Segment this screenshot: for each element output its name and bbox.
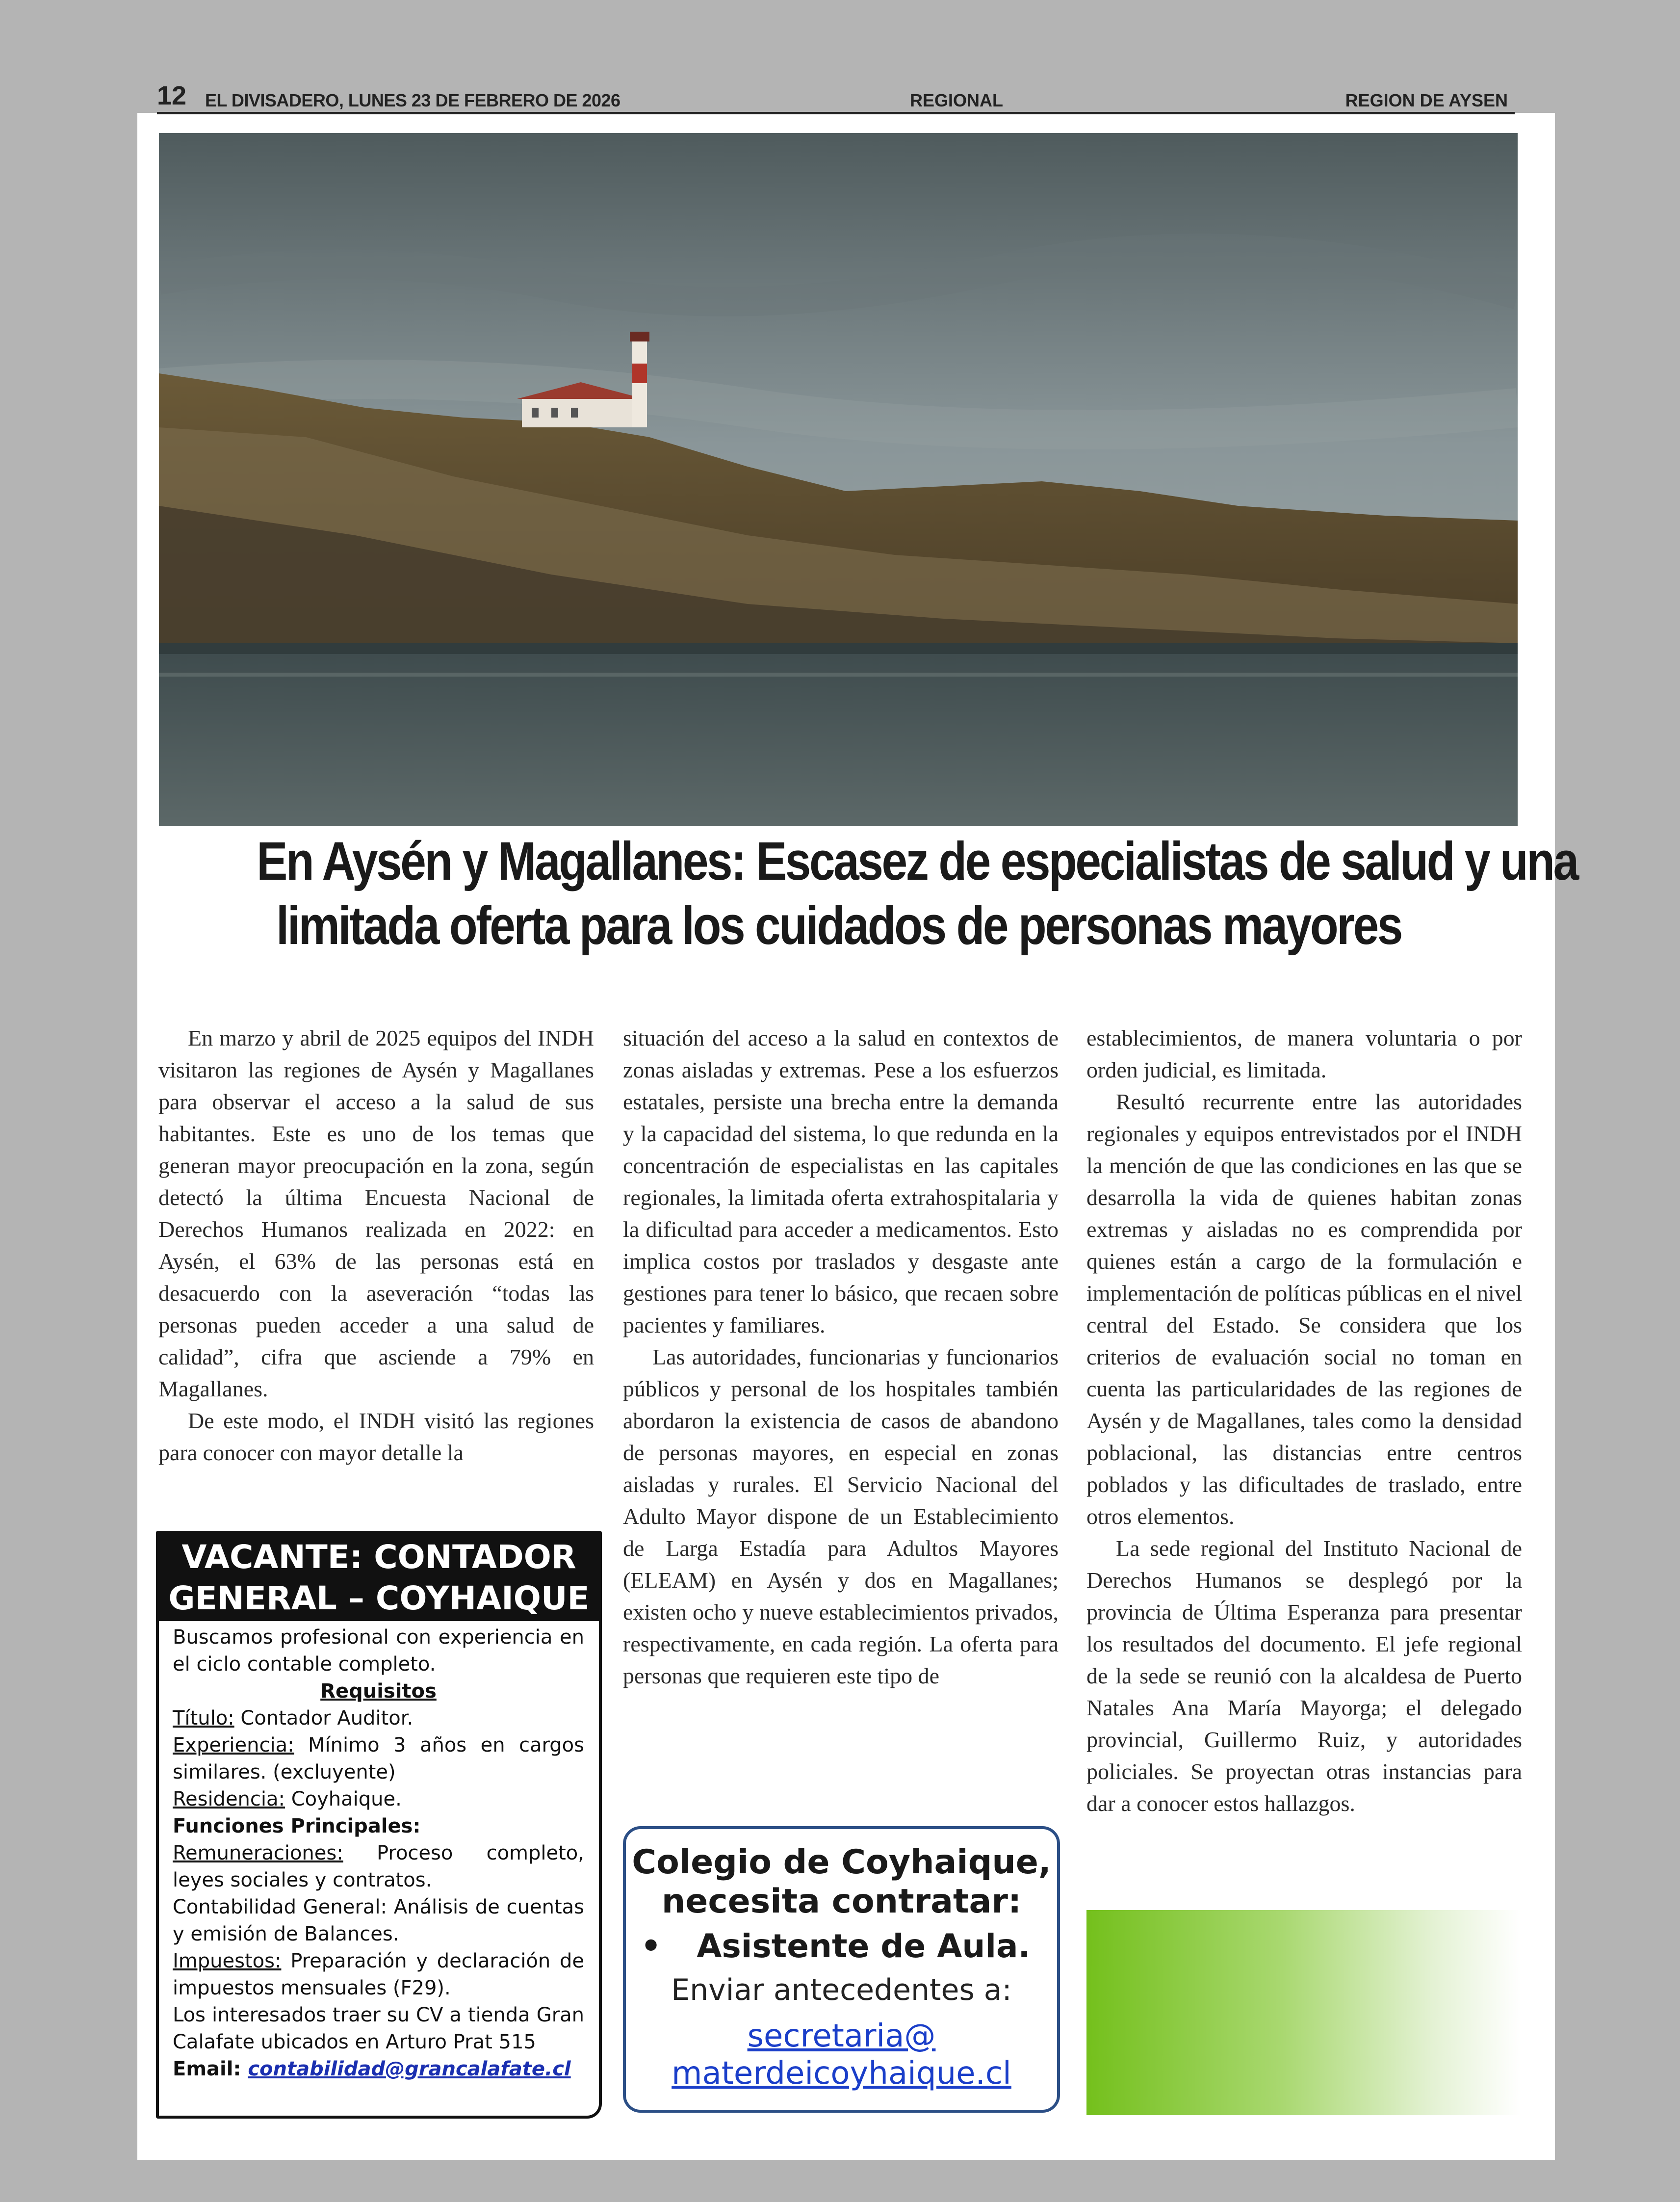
position-label: Asistente de Aula. (697, 1927, 1031, 1965)
school-email-line-2[interactable]: materdeicoyhaique.cl (672, 2055, 1011, 2092)
bullet-icon: • (641, 1927, 662, 1965)
page-header (157, 81, 1515, 114)
function-remuneraciones (173, 1840, 584, 1894)
lighthouse-photo-image (159, 133, 1518, 826)
residence-value: Coyhaique. (285, 1788, 402, 1810)
remuneraciones-value: Proceso completo, leyes sociales y contratos. (173, 1842, 584, 1891)
vacancy-intro: Buscamos profesional con experiencia en el ciclo contable completo. (173, 1626, 584, 1676)
job-vacancy-ad (156, 1531, 602, 2119)
school-ad-position (626, 1924, 1057, 1968)
experience-label: Experiencia: (173, 1734, 294, 1756)
school-ad-title-line-2: necesita contratar: (661, 1882, 1022, 1921)
article-paragraph: establecimientos, de manera voluntaria o por orden judicial, es limitada. (1086, 1025, 1522, 1082)
page-number: 12 (157, 81, 187, 110)
article-paragraph: La sede regional del Instituto Nacional de Derechos Humanos se desplegó por la provincia de Última Esperanza para presentar los resultados del documento. El jefe regional de la sede se reunió con la alcaldesa de Puerto Natales Ana María Mayorga; el delegado provincial, Guillermo Ruiz, y autoridades policiales. Se proyectan otras instancias para dar a conocer estos hallazgos. (1086, 1536, 1522, 1816)
article-column-2 (623, 1022, 1059, 1692)
article-column-3 (1086, 1022, 1522, 1819)
article-paragraph: Resultó recurrente entre las autoridades regionales y equipos entrevistados por el INDH la mención de que las condiciones en las que se desarrolla la vida de quienes habitan zonas extremas y aisladas no es comprendida por quienes están a cargo de la formulación e implementación de políticas públicas en el nivel central del Estado. Se considera que los criterios de evaluación social no toman en cuenta las particularidades de las regiones de Aysén y de Magallanes, tales como la densidad poblacional, las distancias entre centros poblados y las dificultades de traslado, entre otros elementos. (1086, 1089, 1522, 1529)
vacancy-title-line-2: GENERAL – COYHAIQUE (168, 1579, 590, 1617)
section-label: REGIONAL (910, 90, 1004, 110)
vacancy-body (159, 1621, 599, 2083)
function-impuestos (173, 1948, 584, 2002)
lighthouse-photo (159, 133, 1518, 826)
article-paragraph: De este modo, el INDH visitó las regiones para conocer con mayor detalle la (158, 1408, 594, 1465)
residence-label: Residencia: (173, 1788, 285, 1810)
remuneraciones-label: Remuneraciones: (173, 1842, 343, 1864)
article-paragraph: Las autoridades, funcionarias y funcionarios públicos y personal de los hospitales también abordaron la existencia de casos de abandono de personas mayores, en especial en zonas aisladas y rurales. El Servicio Nacional del Adulto Mayor dispone de un Establecimiento de Larga Estadía para Adultos Mayores (ELEAM) en Aysén y dos en Magallanes; existen ocho y nueve establecimientos privados, respectivamente, en cada región. La oferta para personas que requieren este tipo de (623, 1344, 1059, 1688)
vacancy-email-link[interactable]: contabilidad@grancalafate.cl (248, 2058, 571, 2080)
vacancy-title-line-1: VACANTE: CONTADOR (181, 1538, 576, 1576)
school-email-link[interactable] (626, 2018, 1057, 2092)
school-ad-title-line-1: Colegio de Coyhaique, (632, 1843, 1051, 1882)
title-label: Título: (173, 1707, 234, 1730)
paper-dateline: EL DIVISADERO, LUNES 23 DE FEBRERO DE 2026 (205, 90, 620, 110)
region-label: REGION DE AYSEN (1345, 90, 1508, 110)
headline-line-2: limitada oferta para los cuidados de personas mayores (276, 895, 1401, 956)
vacancy-email-line (173, 2056, 584, 2083)
school-job-ad (623, 1826, 1060, 2113)
article-column-1 (158, 1022, 594, 1468)
functions-heading: Funciones Principales: (173, 1815, 421, 1837)
email-label: Email: (173, 2058, 248, 2080)
article-headline (257, 829, 1577, 958)
requirement-experience (173, 1732, 584, 1786)
vacancy-title (159, 1534, 599, 1621)
green-gradient-ad-block (1086, 1910, 1521, 2115)
school-ad-instruction: Enviar antecedentes a: (671, 1973, 1012, 2007)
experience-value: Mínimo 3 años en cargos similares. (excluyente) (173, 1734, 584, 1783)
headline-line-1: En Aysén y Magallanes: Escasez de especialistas de salud y una (257, 831, 1577, 891)
title-value: Contador Auditor. (234, 1707, 414, 1730)
requirement-title (173, 1705, 584, 1732)
function-contabilidad: Contabilidad General: Análisis de cuentas y emisión de Balances. (173, 1896, 584, 1945)
impuestos-value: Preparación y declaración de impuestos mensuales (F29). (173, 1950, 584, 1999)
vacancy-closing: Los interesados traer su CV a tienda Gran Calafate ubicados en Arturo Prat 515 (173, 2004, 584, 2053)
article-paragraph: En marzo y abril de 2025 equipos del INDH visitaron las regiones de Aysén y Magallanes para observar el acceso a la salud de sus habitantes. Este es uno de los temas que generan mayor preocupación en la zona, según detectó la última Encuesta Nacional de Derechos Humanos realizada en 2022: en Aysén, el 63% de las personas está en desacuerdo con la aseveración “todas las personas pueden acceder a una salud de calidad”, cifra que asciende a 79% en Magallanes. (158, 1025, 594, 1401)
requirement-residence (173, 1786, 584, 1813)
school-ad-title (626, 1843, 1057, 1921)
requirements-heading: Requisitos (320, 1680, 437, 1703)
impuestos-label: Impuestos: (173, 1950, 282, 1972)
article-paragraph: situación del acceso a la salud en contextos de zonas aisladas y extremas. Pese a los esfuerzos estatales, persiste una brecha entre la demanda y la capacidad del sistema, lo que redunda en la concentración de especialistas en las capitales regionales, la limitada oferta extrahospitalaria y la dificultad para acceder a medicamentos. Esto implica costos por traslados y desgaste ante gestiones para tener lo básico, que recaen sobre pacientes y familiares. (623, 1025, 1059, 1337)
school-email-line-1[interactable]: secretaria@ (747, 2018, 936, 2054)
